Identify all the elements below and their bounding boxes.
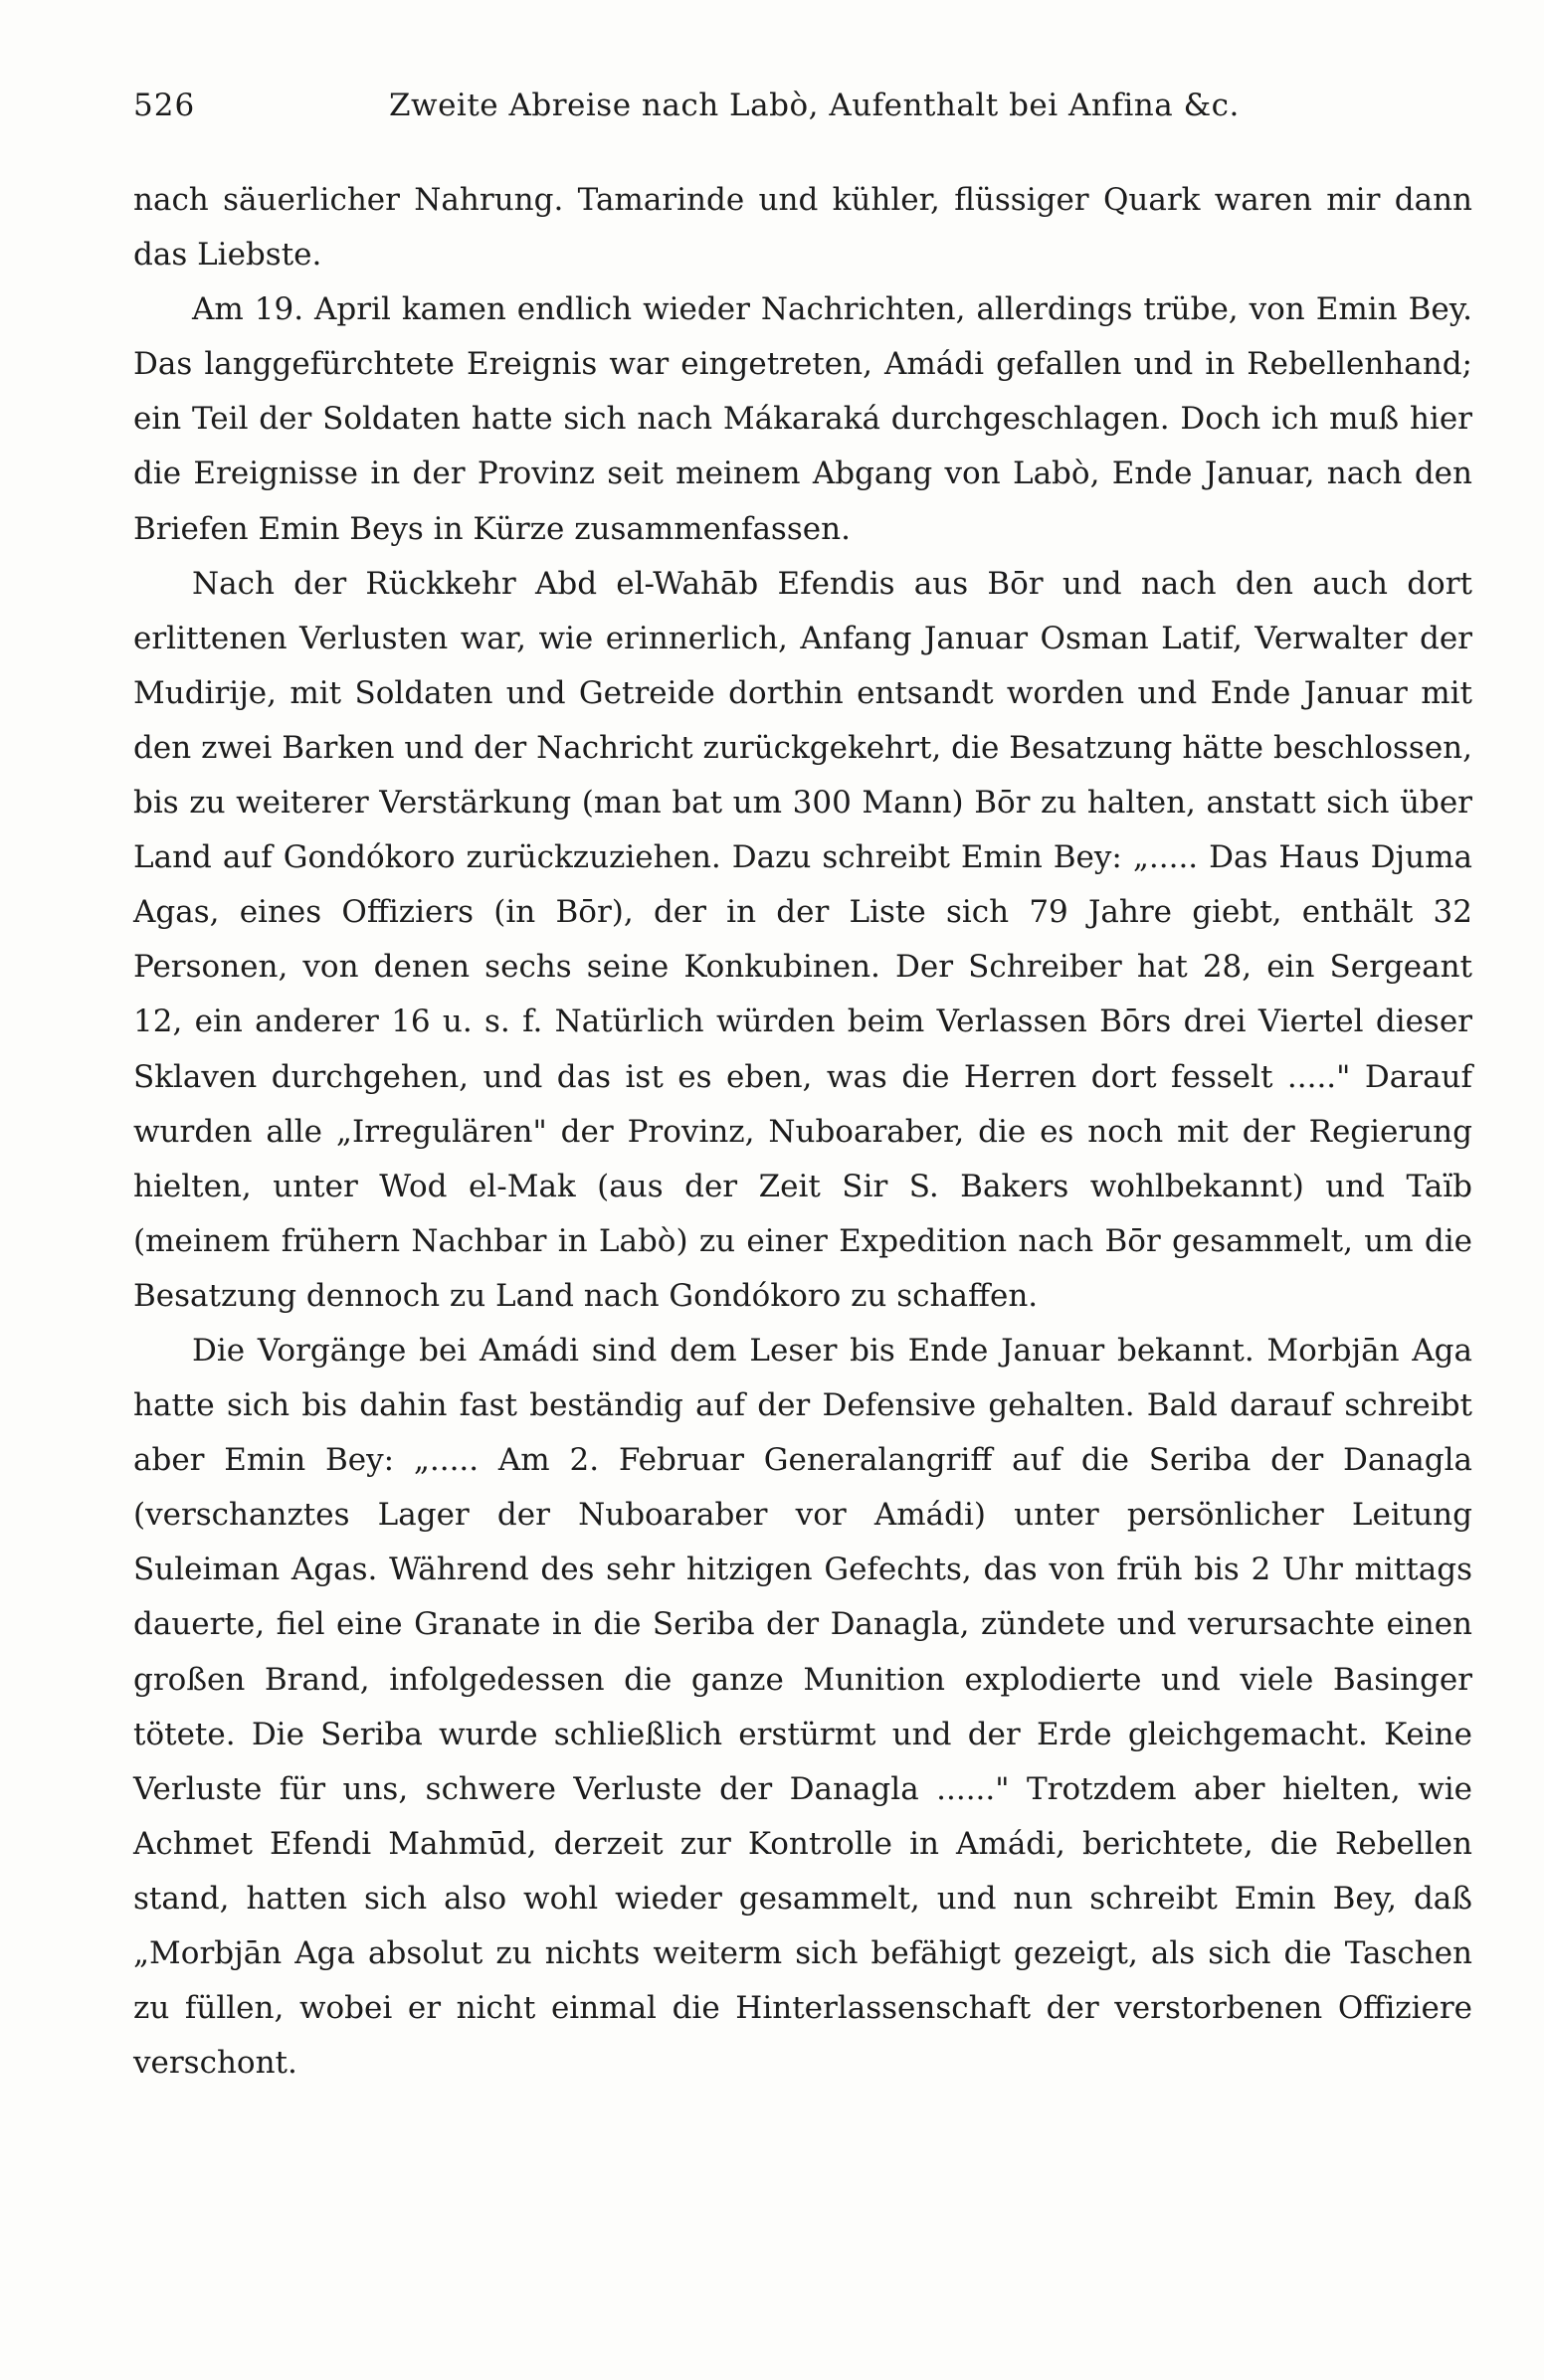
- paragraph-amadi-events: Die Vorgänge bei Amádi sind dem Leser bis Ende Januar bekannt. Morbjān Aga hatte sich bis dahin fast beständig auf der Defensive gehalten. Bald darauf schreibt aber Emin Bey: „..... Am 2. Februar Generalangriff auf die Seriba der Danagla (verschanztes Lager der Nuboaraber vor Amádi) unter persönlicher Leitung Suleiman Agas. Während des sehr hitzigen Gefechts, das von früh bis 2 Uhr mittags dauerte, fiel eine Granate in die Seriba der Danagla, zündete und verursachte einen großen Brand, infolgedessen die ganze Munition explodierte und viele Basinger tötete. Die Seriba wurde schließlich erstürmt und der Erde gleichgemacht. Keine Verluste für uns, schwere Verluste der Danagla ......" Trotzdem aber hielten, wie Achmet Efendi Mahmūd, derzeit zur Kontrolle in Amádi, berichtete, die Rebellen stand, hatten sich also wohl wieder gesammelt, und nun schreibt Emin Bey, daß „Morbjān Aga absolut zu nichts weiterm sich befähigt gezeigt, als sich die Taschen zu füllen, wobei er nicht einmal die Hinterlassenschaft der verstorbenen Offiziere verschont.: [133, 1332, 1472, 2082]
- running-title: Zweite Abreise nach Labò, Aufenthalt bei Anfina &c.: [389, 88, 1240, 123]
- paragraph-april-news: Am 19. April kamen endlich wieder Nachrichten, allerdings trübe, von Emin Bey. Das langgefürchtete Ereignis war eingetreten, Amádi gefallen und in Rebellenhand; ein Teil der Soldaten hatte sich nach Mákaraká durchgeschlagen. Doch ich muß hier die Ereignisse in der Provinz seit meinem Abgang von Labò, Ende Januar, nach den Briefen Emin Beys in Kürze zusammenfassen.: [133, 291, 1472, 547]
- body-text: [133, 173, 1472, 2091]
- paragraph-bor-garrison: Nach der Rückkehr Abd el-Wahāb Efendis aus Bōr und nach den auch dort erlittenen Verlusten war, wie erinnerlich, Anfang Januar Osman Latif, Verwalter der Mudirije, mit Soldaten und Getreide dorthin entsandt worden und Ende Januar mit den zwei Barken und der Nachricht zurückgekehrt, die Besatzung hätte beschlossen, bis zu weiterer Verstärkung (man bat um 300 Mann) Bōr zu halten, anstatt sich über Land auf Gondókoro zurückzuziehen. Dazu schreibt Emin Bey: „..... Das Haus Djuma Agas, eines Offiziers (in Bōr), der in der Liste sich 79 Jahre giebt, enthält 32 Personen, von denen sechs seine Konkubinen. Der Schreiber hat 28, ein Sergeant 12, ein anderer 16 u. s. f. Natürlich würden beim Verlassen Bōrs drei Viertel dieser Sklaven durchgehen, und das ist es eben, was die Herren dort fesselt ....." Darauf wurden alle „Irregulären" der Provinz, Nuboaraber, die es noch mit der Regierung hielten, unter Wod el-Mak (aus der Zeit Sir S. Bakers wohlbekannt) und Taïb (meinem frühern Nachbar in Labò) zu einer Expedition nach Bōr gesammelt, um die Besatzung dennoch zu Land nach Gondókoro zu schaffen.: [133, 565, 1472, 1314]
- running-header: [133, 88, 1466, 137]
- paragraph-continued: nach säuerlicher Nahrung. Tamarinde und kühler, flüssiger Quark waren mir dann das Liebste.: [133, 182, 1472, 274]
- page-number: 526: [133, 88, 196, 123]
